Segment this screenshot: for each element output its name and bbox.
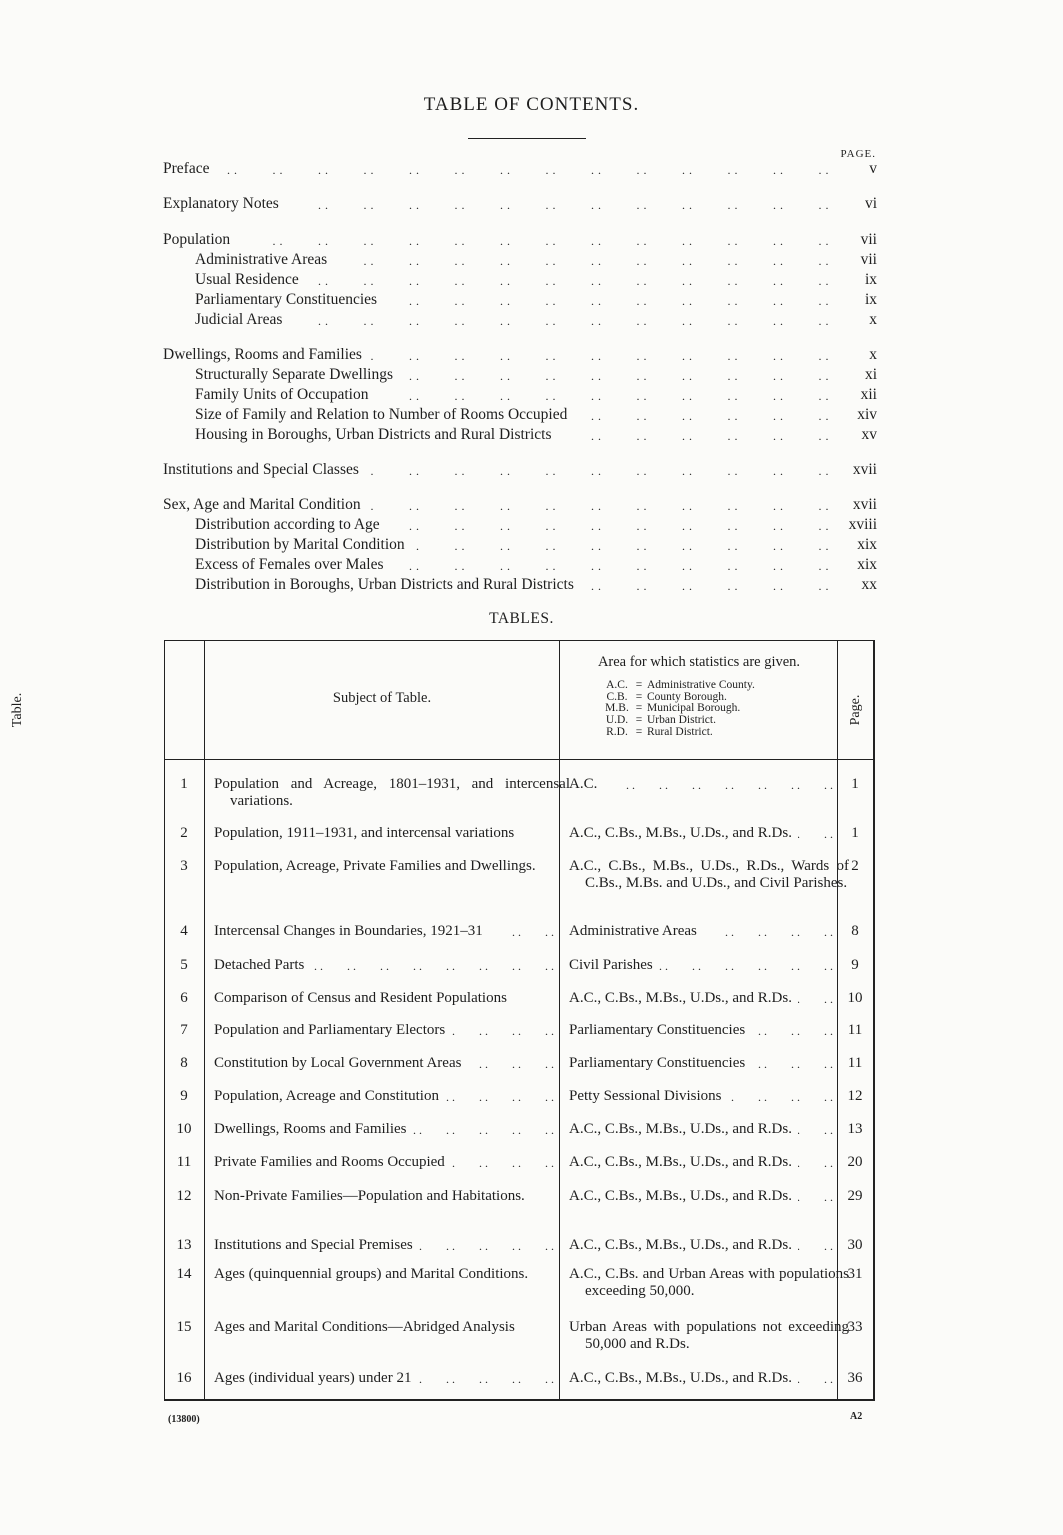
- table-subject: [214, 1237, 554, 1254]
- table-number: 4: [180, 923, 188, 939]
- contents-entry-label: Judicial Areas: [195, 311, 283, 328]
- table-number: 11: [176, 1154, 192, 1170]
- contents-entry-label: Structurally Separate Dwellings: [195, 366, 394, 383]
- leader-dots: [559, 432, 829, 440]
- table-area-text: Administrative Areas: [569, 923, 697, 939]
- leader-dots: [335, 257, 829, 265]
- contents-entry: [163, 424, 877, 444]
- header-divider: [165, 759, 873, 760]
- abbreviation-line: [603, 727, 755, 739]
- leader-dots: [582, 582, 829, 590]
- leader-dots: [451, 1022, 554, 1039]
- leader-dots: [798, 990, 833, 1007]
- contents-entry: [163, 554, 877, 574]
- contents-entry: [163, 193, 877, 213]
- leader-dots: [413, 542, 829, 550]
- abbreviation-meaning: Administrative County.: [647, 679, 755, 691]
- leader-dots: [751, 1022, 833, 1039]
- table-subject-text: Constitution by Local Government Areas: [214, 1055, 462, 1071]
- table-number: 7: [180, 1022, 188, 1038]
- leader-dots: [489, 923, 554, 940]
- table-area-text: A.C., C.Bs., M.Bs., U.Ds., and R.Ds.: [569, 1188, 792, 1204]
- contents-entry: [163, 364, 877, 384]
- equals-sign: =: [635, 725, 643, 738]
- table-subject: [214, 1370, 554, 1387]
- contents-entry-label: Parliamentary Constituencies: [195, 291, 378, 308]
- contents-entry: [163, 459, 877, 479]
- table-area-text: A.C., C.Bs., M.Bs., U.Ds., and R.Ds.: [569, 1121, 792, 1137]
- contents-entry-page: v: [869, 160, 877, 177]
- table-subject: [214, 1055, 554, 1072]
- contents-entry-label: Explanatory Notes: [163, 195, 279, 212]
- abbreviation-code: R.D.: [606, 725, 628, 738]
- leader-dots: [307, 277, 829, 285]
- leader-dots: [659, 957, 833, 974]
- contents-entry-page: x: [869, 311, 877, 328]
- table-subject: [214, 923, 554, 940]
- leader-dots: [287, 201, 829, 209]
- contents-entry-label: Housing in Boroughs, Urban Districts and Rural Districts: [195, 426, 552, 443]
- table-number: 8: [180, 1055, 188, 1071]
- contents-entry: [163, 534, 877, 554]
- table-area: [569, 1154, 833, 1171]
- equals-sign: =: [635, 679, 643, 691]
- column-divider: [204, 641, 205, 1399]
- table-area-text: Civil Parishes: [569, 957, 653, 973]
- leader-dots: [575, 412, 829, 420]
- contents-entry: [163, 514, 877, 534]
- table-area: [569, 1237, 833, 1254]
- contents-entry-label: Excess of Females over Males: [195, 556, 384, 573]
- table-page: 1: [851, 825, 859, 841]
- table-area: [569, 776, 833, 793]
- leader-dots: [413, 1121, 555, 1138]
- table-page: 31: [847, 1266, 863, 1282]
- table-subject-text: Private Families and Rooms Occupied: [214, 1154, 445, 1170]
- table-page: 33: [847, 1319, 863, 1335]
- leader-dots: [798, 1121, 833, 1138]
- equals-sign: =: [635, 690, 643, 703]
- contents-entry-page: vii: [860, 251, 877, 268]
- abbreviation-code: U.D.: [605, 714, 629, 727]
- leader-dots: [445, 1088, 554, 1105]
- leader-dots: [751, 1055, 833, 1072]
- table-subject-text: Dwellings, Rooms and Families: [214, 1121, 407, 1137]
- contents-entry: [163, 309, 877, 329]
- table-page: 30: [847, 1237, 863, 1253]
- leader-dots: [417, 1370, 554, 1387]
- contents-entry-label: Usual Residence: [195, 271, 299, 288]
- contents-entry: [163, 494, 877, 514]
- table-area-text: Parliamentary Constituencies: [569, 1022, 746, 1038]
- table-subject: Comparison of Census and Resident Populations: [214, 990, 507, 1006]
- contents-entry-page: xvii: [852, 461, 877, 478]
- table-area: [569, 1188, 833, 1205]
- table-subject: Population, Acreage, Private Families and Dwellings.: [214, 858, 536, 874]
- contents-entry-page: ix: [864, 291, 877, 308]
- table-subject: [214, 1121, 554, 1138]
- table-page: 2: [851, 858, 859, 874]
- table-page: 8: [851, 923, 859, 939]
- abbreviation-code: M.B.: [605, 702, 629, 715]
- table-area-text: A.C.: [569, 776, 598, 792]
- table-page: 1: [851, 776, 859, 792]
- leader-dots: [385, 297, 829, 305]
- leader-dots: [728, 1088, 833, 1105]
- contents-entry-label: Dwellings, Rooms and Families: [163, 346, 362, 363]
- contents-entry-label: Sex, Age and Marital Condition: [163, 496, 361, 513]
- table-subject: Population and Acreage, 1801–1931, and intercensal variations.: [214, 776, 570, 809]
- contents-entry: [163, 289, 877, 309]
- leader-dots: [467, 1055, 554, 1072]
- table-number: 14: [176, 1266, 192, 1282]
- table-subject: [214, 1088, 554, 1105]
- leader-dots: [217, 166, 829, 174]
- leader-dots: [798, 825, 833, 842]
- table-subject-text: Intercensal Changes in Boundaries, 1921–31: [214, 923, 483, 939]
- contents-entry-label: Distribution according to Age: [195, 516, 380, 533]
- leader-dots: [392, 562, 829, 570]
- tables-heading: TABLES.: [489, 610, 554, 627]
- contents-entry-label: Distribution by Marital Condition: [195, 536, 405, 553]
- table-subject: Ages and Marital Conditions—Abridged Analysis: [214, 1319, 515, 1335]
- page-header: Page.: [848, 694, 863, 726]
- table-area: [569, 825, 833, 842]
- table-number: 12: [176, 1188, 192, 1204]
- contents-entry-page: xiv: [857, 406, 877, 423]
- table-page: 12: [847, 1088, 863, 1104]
- subject-header: Subject of Table.: [332, 690, 432, 706]
- table-subject: [214, 1154, 554, 1171]
- leader-dots: [798, 1188, 833, 1205]
- table-area-text: A.C., C.Bs., M.Bs., U.Ds., and R.Ds.: [569, 1237, 792, 1253]
- table-page: 13: [847, 1121, 863, 1137]
- leader-dots: [798, 1154, 833, 1171]
- leader-dots: [310, 957, 554, 974]
- table-subject: Non-Private Families—Population and Habitations.: [214, 1188, 525, 1204]
- contents-entry: [163, 384, 877, 404]
- contents-entry-page: xix: [857, 536, 877, 553]
- print-reference: (13800): [168, 1414, 200, 1425]
- table-page: 11: [847, 1022, 863, 1038]
- table-page: 29: [847, 1188, 863, 1204]
- title-rule: [468, 138, 586, 139]
- abbreviation-code: A.C.: [606, 679, 628, 691]
- leader-dots: [798, 1237, 833, 1254]
- table-number: 1: [180, 776, 188, 792]
- abbreviation-meaning: County Borough.: [647, 690, 727, 703]
- table-number: 10: [176, 1121, 192, 1137]
- contents-entry-label: Institutions and Special Classes: [163, 461, 359, 478]
- table-number: 16: [176, 1370, 192, 1386]
- table-subject: Ages (quinquennial groups) and Marital Conditions.: [214, 1266, 529, 1282]
- contents-entry-label: Family Units of Occupation: [195, 386, 369, 403]
- leader-dots: [290, 317, 829, 325]
- table-number: 15: [176, 1319, 192, 1335]
- table-area: [569, 1121, 833, 1138]
- table-area: [569, 1370, 833, 1387]
- table-area-text: A.C., C.Bs., M.Bs., U.Ds., and R.Ds.: [569, 1154, 792, 1170]
- leader-dots: [401, 372, 829, 380]
- contents-entry-page: x: [869, 346, 877, 363]
- contents-entry-label: Administrative Areas: [195, 251, 328, 268]
- leader-dots: [419, 1237, 554, 1254]
- table-subject-text: Detached Parts: [214, 957, 305, 973]
- table-area: [569, 1022, 833, 1039]
- table-area-text: A.C., C.Bs., M.Bs., U.Ds., and R.Ds.: [569, 825, 792, 841]
- table-page: 20: [847, 1154, 863, 1170]
- contents-entry-label: Distribution in Boroughs, Urban Districts and Rural Districts: [195, 576, 574, 593]
- abbreviation-meaning: Urban District.: [647, 714, 716, 727]
- contents-entry-page: xvii: [852, 496, 877, 513]
- leader-dots: [370, 352, 829, 360]
- abbreviation-code: C.B.: [606, 690, 628, 703]
- contents-entry-page: xviii: [848, 516, 877, 533]
- table-area-text: A.C., C.Bs., M.Bs., U.Ds., and R.Ds.: [569, 1370, 792, 1386]
- table-area-text: Parliamentary Constituencies: [569, 1055, 746, 1071]
- column-divider: [559, 641, 560, 1399]
- table-page: 10: [847, 990, 863, 1006]
- page-column-heading: PAGE.: [840, 148, 876, 160]
- table-area: [569, 1055, 833, 1072]
- table-area: A.C., C.Bs. and Urban Areas with populations exceeding 50,000.: [569, 1266, 849, 1299]
- table-subject-text: Population and Parliamentary Electors: [214, 1022, 446, 1038]
- contents-entry: [163, 269, 877, 289]
- leader-dots: [603, 776, 833, 793]
- table-area-text: A.C., C.Bs., M.Bs., U.Ds., and R.Ds.: [569, 990, 792, 1006]
- contents-entry-label: Population: [163, 231, 231, 248]
- leader-dots: [703, 923, 833, 940]
- table-area: Urban Areas with populations not exceeding 50,000 and R.Ds.: [569, 1319, 849, 1352]
- contents-entry: [163, 404, 877, 424]
- contents-entry-label: Preface: [163, 160, 210, 177]
- contents-entry: [163, 158, 877, 178]
- contents-entry: [163, 574, 877, 594]
- table-area: [569, 957, 833, 974]
- signature-mark: A2: [850, 1411, 863, 1422]
- equals-sign: =: [635, 702, 643, 715]
- leader-dots: [388, 522, 829, 530]
- table-subject-text: Population, Acreage and Constitution: [214, 1088, 439, 1104]
- leader-dots: [377, 392, 830, 400]
- table-subject-text: Institutions and Special Premises: [214, 1237, 413, 1253]
- contents-entry-page: ix: [864, 271, 877, 288]
- table-page: 36: [847, 1370, 863, 1386]
- table-area-text: Petty Sessional Divisions: [569, 1088, 722, 1104]
- contents-entry: [163, 229, 877, 249]
- table-area: A.C., C.Bs., M.Bs., U.Ds., R.Ds., Wards of C.Bs., M.Bs. and U.Ds., and Civil Parishes.: [569, 858, 849, 891]
- table-number: 9: [180, 1088, 188, 1104]
- table-area: [569, 1088, 833, 1105]
- table-number-header: Table.: [10, 692, 25, 728]
- table-area: [569, 990, 833, 1007]
- contents-entry-page: xv: [861, 426, 877, 443]
- table-area: [569, 923, 833, 940]
- table-subject: Population, 1911–1931, and intercensal variations: [214, 825, 515, 841]
- contents-entry: [163, 344, 877, 364]
- contents-entry-page: vii: [860, 231, 877, 248]
- contents-entry-page: xi: [864, 366, 877, 383]
- contents-entry-label: Size of Family and Relation to Number of Rooms Occupied: [195, 406, 568, 423]
- table-subject-text: Ages (individual years) under 21: [214, 1370, 412, 1386]
- table-subject: [214, 957, 554, 974]
- leader-dots: [451, 1154, 554, 1171]
- abbreviation-key: [603, 680, 755, 739]
- contents-entry-page: xii: [860, 386, 877, 403]
- table-page: 9: [851, 957, 859, 973]
- table-subject: [214, 1022, 554, 1039]
- table-number: 3: [180, 858, 188, 874]
- equals-sign: =: [635, 714, 643, 727]
- abbreviation-meaning: Municipal Borough.: [647, 702, 741, 715]
- contents-entry-page: xix: [857, 556, 877, 573]
- table-number: 13: [176, 1237, 192, 1253]
- contents-entry-page: xx: [861, 576, 877, 593]
- table-number: 2: [180, 825, 188, 841]
- table-number: 6: [180, 990, 188, 1006]
- area-header: Area for which statistics are given.: [597, 654, 801, 670]
- contents-entry-page: vi: [864, 195, 877, 212]
- page-title: TABLE OF CONTENTS.: [423, 94, 640, 115]
- contents-entry: [163, 249, 877, 269]
- abbreviation-meaning: Rural District.: [647, 725, 713, 738]
- table-page: 11: [847, 1055, 863, 1071]
- table-number: 5: [180, 957, 188, 973]
- leader-dots: [369, 502, 829, 510]
- leader-dots: [238, 237, 829, 245]
- leader-dots: [798, 1370, 833, 1387]
- leader-dots: [367, 467, 829, 475]
